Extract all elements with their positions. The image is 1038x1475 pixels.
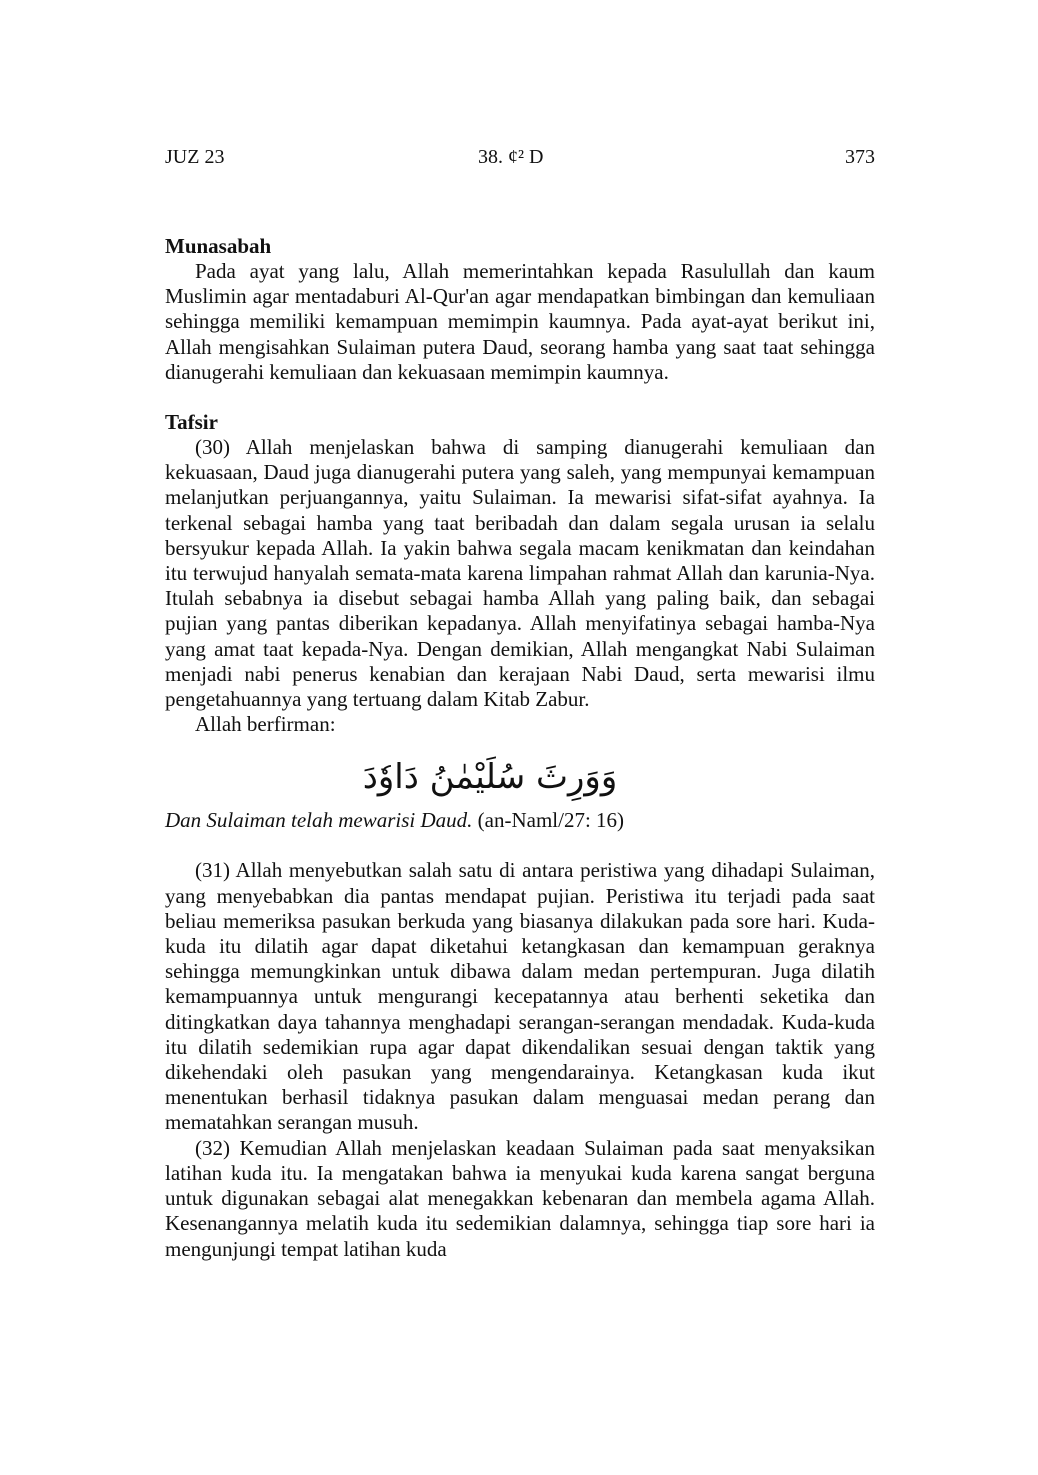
arabic-verse: وَوَرِثَ سُلَيْمٰنُ دَاوٗدَ [362, 757, 618, 798]
tafsir-paragraph-30: (30) Allah menjelaskan bahwa di samping dianugerahi kemuliaan dan kekuasaan, Daud juga dianugerahi putera yang saleh, yang mempunyai kemampuan melanjutkan perjuangannya, yaitu Sulaiman. Ia mewarisi sifat-sifat ayahnya. Ia terkenal sebagai hamba yang taat beribadah dan dalam segala urusan ia selalu bersyukur kepada Allah. Ia yakin bahwa segala macam kenikmatan dan keindahan itu terwujud hanyalah semata-mata karena limpahan rahmat Allah dan karunia-Nya. Itulah sebabnya ia disebut sebagai hamba Allah yang paling baik, dan sebagai pujian yang pantas diberikan kepadanya. Allah menyifatinya sebagai hamba-Nya yang amat taat kepada-Nya. Dengan demikian, Allah mengangkat Nabi Sulaiman menjadi nabi penerus kenabian dan kerajaan Nabi Daud, serta mewarisi ilmu pengetahuannya yang tertuang dalam Kitab Zabur. [165, 435, 875, 712]
allah-berfirman: Allah berfirman: [195, 712, 336, 737]
munasabah-heading: Munasabah [165, 234, 272, 258]
page-header [165, 146, 875, 174]
verse-reference: (an-Naml/27: 16) [477, 808, 625, 833]
munasabah-paragraph: Pada ayat yang lalu, Allah memerintahkan kepada Rasulullah dan kaum Muslimin agar mentadaburi Al-Qur'an agar mendapatkan bimbingan dan kemuliaan sehingga memiliki kemampuan memimpin kaumnya. Pada ayat-ayat berikut ini, Allah mengisahkan Sulaiman putera Daud, seorang hamba yang saat taat sehingga dianugerahi kemuliaan dan kekuasaan memimpin kaumnya. [165, 259, 875, 384]
tafsir-paragraph-31: (31) Allah menyebutkan salah satu di antara peristiwa yang dihadapi Sulaiman, yang menyebabkan dia pantas mendapat pujian. Peristiwa itu terjadi pada saat beliau memeriksa pasukan berkuda yang biasanya dilakukan pada sore hari. Kuda-kuda itu dilatih agar dapat diketahui ketangkasan dan kemampuan geraknya sehingga memungkinkan untuk dibawa dalam medan pertempuran. Juga dilatih kemampuannya untuk mengurangi kecepatannya atau berhenti seketika dan ditingkatkan daya tahannya menghadapi serangan-serangan mendadak. Kuda-kuda itu dilatih sedemikian rupa agar dapat dikendalikan sesuai dengan taktik yang dikehendaki oleh pasukan yang mengendarainya. Ketangkasan kuda ikut menentukan berhasil tidaknya pasukan dalam menguasai medan perang dan mematahkan serangan musuh. [165, 858, 875, 1135]
tafsir-paragraph-32: (32) Kemudian Allah menjelaskan keadaan Sulaiman pada saat menyaksikan latihan kuda itu. Ia mengatakan bahwa ia menyukai kuda karena sangat berguna untuk digunakan sebagai alat menegakkan kebenaran dan membela agama Allah. Kesenangannya melatih kuda itu sedemikian dalamnya, sehingga tiap sore hari ia mengunjungi tempat latihan kuda [165, 1135, 875, 1261]
page-body [165, 234, 875, 1262]
surah-label: 38. ¢² D [478, 146, 544, 168]
page-number: 373 [845, 146, 875, 168]
verse-translation [165, 807, 875, 833]
translation-text: Dan Sulaiman telah mewarisi Daud. [165, 808, 473, 833]
tafsir-heading: Tafsir [165, 410, 218, 435]
juz-label: JUZ 23 [165, 146, 225, 168]
